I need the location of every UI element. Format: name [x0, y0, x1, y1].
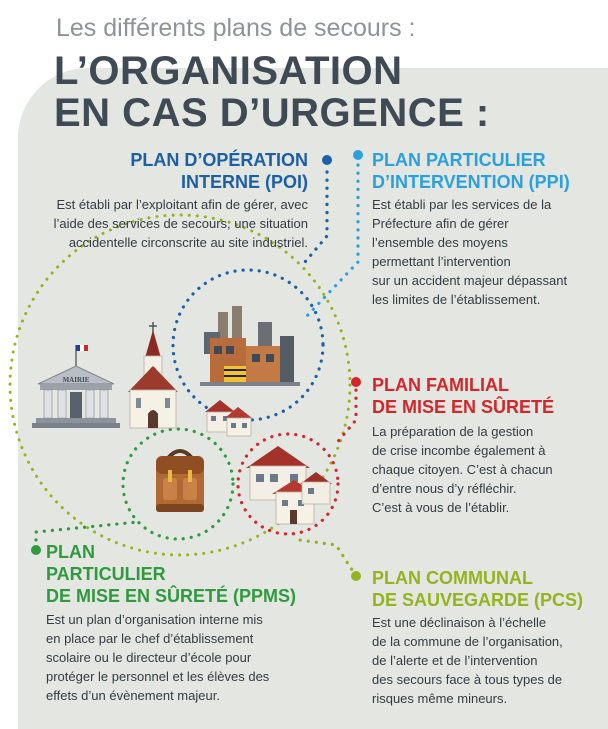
ppms-text-line: Est un plan d’organisation interne mis — [46, 612, 263, 627]
pfms-text-line: chaque citoyen. C’est à chacun — [372, 462, 553, 477]
pfms-text-line: d’entre nous d’y réfléchir. — [372, 481, 517, 496]
poi-title-line1: PLAN D’OPÉRATION — [130, 150, 308, 170]
ppms-text-line: effets d’un évènement majeur. — [46, 688, 220, 703]
factory-icon — [200, 306, 300, 386]
school-bag-icon — [156, 451, 204, 512]
pfms-description — [372, 422, 553, 517]
ppms-text-line: scolaire ou le directeur d’école pour — [46, 650, 252, 665]
church-icon — [128, 322, 178, 428]
page-subtitle: Les différents plans de secours : — [56, 14, 416, 42]
houses-center-icon — [205, 400, 252, 436]
ppms-dot — [31, 545, 41, 555]
mairie-building-icon — [32, 345, 120, 428]
ppi-text-line: Préfecture afin de gérer — [372, 216, 509, 231]
pcs-title-line1: PLAN COMMUNAL — [372, 568, 533, 588]
poi-text-line: l’aide des services de secours, une situation — [53, 216, 308, 231]
ppi-connector — [305, 165, 358, 318]
pcs-text-line: de la commune de l’organisation, — [372, 634, 563, 649]
ppi-dot — [353, 150, 363, 160]
ppms-title-line3: DE MISE EN SÛRETÉ (PPMS) — [46, 586, 297, 606]
ppi-text-line: les limites de l’établissement. — [372, 292, 541, 307]
poi-title-line2: INTERNE (POI) — [180, 172, 308, 192]
pfms-title-line2: DE MISE EN SÛRETÉ — [372, 397, 555, 417]
pcs-text-line: des secours face à tous types de — [372, 672, 563, 687]
ppms-title-line2: PARTICULIER — [46, 564, 166, 584]
poi-text-line: accidentelle circonscrite au site industriel. — [68, 235, 308, 250]
pcs-dot — [351, 571, 361, 581]
poi-connector — [305, 172, 327, 262]
pcs-text-line: de l’alerte et de l’intervention — [372, 653, 538, 668]
pcs-description — [372, 613, 563, 708]
ppi-title-line2: D’INTERVENTION (PPI) — [372, 172, 570, 192]
ppms-description — [46, 610, 269, 705]
pfms-text-line: La préparation de la gestion — [372, 424, 534, 439]
ppi-text-line: permettant l’intervention — [372, 254, 511, 269]
pcs-title — [372, 567, 583, 611]
ppi-text-line: l’ensemble des moyens — [372, 235, 508, 250]
pcs-text-line: risques même mineurs. — [372, 691, 508, 706]
ppms-text-line: protéger le personnel et les élèves des — [46, 669, 270, 684]
pcs-text-line: Est une déclinaison à l’échelle — [372, 615, 547, 630]
pfms-text-line: de crise incombe également à — [372, 443, 546, 458]
pcs-title-line2: DE SAUVEGARDE (PCS) — [372, 590, 584, 610]
pfms-dot — [351, 377, 361, 387]
poi-circle — [173, 270, 323, 420]
poi-dot — [322, 155, 332, 165]
ppi-title — [372, 149, 570, 193]
ppi-text-line: sur un accident majeur dépassant — [372, 273, 568, 288]
poi-description — [54, 195, 308, 252]
ppms-text-line: en place par le chef d’établissement — [46, 631, 254, 646]
ppi-text-line: Est établi par les services de la — [372, 197, 552, 212]
page-title-line2: EN CAS D’URGENCE : — [54, 91, 490, 135]
houses-family-icon — [246, 446, 332, 524]
pfms-connector — [335, 382, 356, 445]
ppms-title — [46, 541, 296, 607]
ppi-title-line1: PLAN PARTICULIER — [372, 150, 546, 170]
pfms-title-line1: PLAN FAMILIAL — [372, 375, 509, 395]
pfms-text-line: C’est à vous de l’établir. — [372, 500, 510, 515]
pfms-title — [372, 374, 554, 418]
poi-text-line: Est établi par l’exploitant afin de gérer, avec — [56, 197, 308, 212]
ppi-description — [372, 195, 567, 309]
ppms-title-line1: PLAN — [46, 542, 95, 562]
poi-title — [130, 149, 308, 193]
pcs-connector — [300, 540, 356, 576]
page-title-line1: L’ORGANISATION — [54, 49, 403, 93]
mairie-label: MAIRIE — [62, 376, 90, 384]
